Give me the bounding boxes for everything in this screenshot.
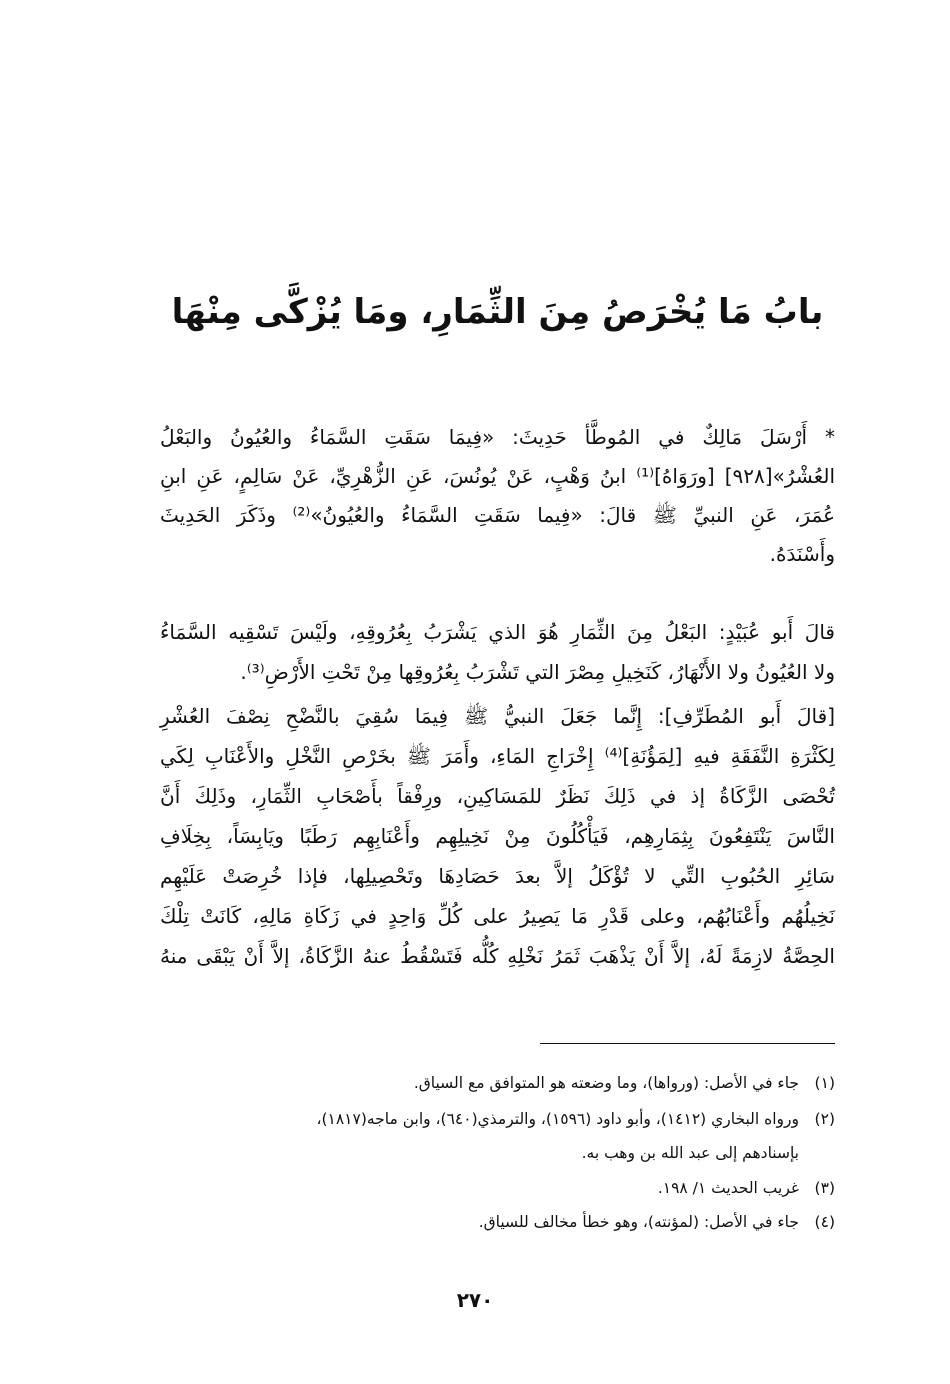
footnote-text: ورواه البخاري (١٤١٢)، وأبو داود (١٥٩٦)، والترمذي(٦٤٠)، وابن ماجه(١٨١٧)، xyxy=(316,1110,799,1128)
footnote-number: (٤) xyxy=(814,1213,835,1231)
footnote-text: جاء في الأصل: (ورواها)، وما وضعته هو المتوافق مع السياق. xyxy=(413,1074,799,1092)
footnote-2 xyxy=(250,1107,835,1131)
text-line: * أَرْسَلَ مَالِكٌ في المُوطَّأ حَدِيثَ: «فِيمَا سَقَتِ السَّمَاءُ والعُيُونُ والبَعْلُ xyxy=(160,425,835,449)
text-line: عُمَرَ، عَنِ النبيِّ ﷺ قالَ: «فِيما سَقَتِ السَّمَاءُ والعُيُونُ»⁽²⁾ وذَكَرَ الحَدِيثَ xyxy=(160,503,835,527)
text-line: سَائِرِ الحُبُوبِ التِّي لا تُؤْكَلُ إلاَّ بعدَ حَصَادِهَا وتَحْصِيلِها، فإذا خُرِصَتْ عَلَيْهِم xyxy=(160,864,835,888)
footnote-number: (١) xyxy=(814,1074,835,1092)
page-number: ٢٧٠ xyxy=(456,1288,494,1312)
footnote-number: (٢) xyxy=(814,1110,835,1128)
footnote-3 xyxy=(250,1176,835,1200)
text-line: لِكَثْرَةِ النَّفَقَةِ فيهِ [لِمَؤُنَةِ]⁽⁴⁾ إِخْرَاجِ المَاءِ، وأَمَرَ ﷺ بخَرْصِ النَّخْلِ والأَعْنَابِ لِكَي xyxy=(160,744,835,768)
footnote-text: جاء في الأصل: (لمؤنته)، وهو خطأ مخالف للسياق. xyxy=(478,1213,799,1231)
text-line: نَخِيلُهُم وأَعْنَابُهُم، وعلى قَدْرِ مَا يَصِيرُ على كُلِّ وَاحِدٍ في زَكَاةِ مَالِهِ، كَانَتْ تِلْكَ xyxy=(160,904,835,928)
footnote-4 xyxy=(250,1210,835,1234)
text-line: ولا العُيُونُ ولا الأَنْهَارُ، كَنَخِيلِ مِصْرَ التي تَشْرَبُ بِعُرُوقِها مِنْ تَحْتِ الأَرْضِ⁽³⁾. xyxy=(240,660,835,684)
footnote-1 xyxy=(250,1071,835,1095)
text-line: وأَسْنَدَهُ. xyxy=(769,542,835,566)
text-line: تُحْصَى الزَّكَاةُ إذ في ذَلِكَ نَظَرٌ للمَسَاكِينِ، ورِفْقاً بأَصْحَابِ الثِّمَارِ، وذَلِكَ أَنَّ xyxy=(160,784,835,808)
footnote-text: غريب الحديث ١/ ١٩٨. xyxy=(657,1179,799,1197)
text-line: [قالَ أَبو المُطَرِّفِ]: إِنَّما جَعَلَ النبيُّ ﷺ فِيمَا سُقِيَ بالنَّضْحِ نِصْفَ العُشْرِ xyxy=(160,704,835,728)
footnote-number: (٣) xyxy=(814,1179,835,1197)
text-line: العُشْرُ»[٩٢٨] [ورَوَاهُ]⁽¹⁾ ابنُ وَهْبٍ، عَنْ يُونُسَ، عَنِ الزُّهْرِيِّ، عَنْ سَالِمٍ، عَنِ ابنِ xyxy=(160,464,835,488)
text-line: قالَ أَبو عُبَيْدٍ: البَعْلُ مِنَ الثِّمَارِ هُوَ الذي يَشْرَبُ بِعُرُوقِهِ، ولَيْسَ تَسْقِيه السَّمَاءُ xyxy=(160,620,835,644)
footnote-2-continued: بإسنادهم إلى عبد الله بن وهب به. xyxy=(581,1144,799,1162)
text-line: النَّاسَ يَنْتَفِعُونَ بِثِمَارِهِم، فَيَأْكُلُونَ مِنْ نَخِيلِهِم وأَعْنَابِهِم رَطَبًا ويَابِسَاً، بِخِلَافِ xyxy=(160,824,835,848)
chapter-title: بابُ مَا يُخْرَصُ مِنَ الثِّمَارِ، ومَا يُزْكَّى مِنْهَا xyxy=(171,292,824,332)
text-line: الحِصَّةُ لازِمَةً لَهُ، إلاَّ أَنْ يَذْهَبَ ثَمَرُ نَخْلِهِ كُلُّه فَتَسْقُطُ عنهُ الزَّكَاةُ، إلاَّ أَنْ يَبْقَى منهُ xyxy=(160,944,835,968)
footnote-divider xyxy=(540,1043,835,1044)
